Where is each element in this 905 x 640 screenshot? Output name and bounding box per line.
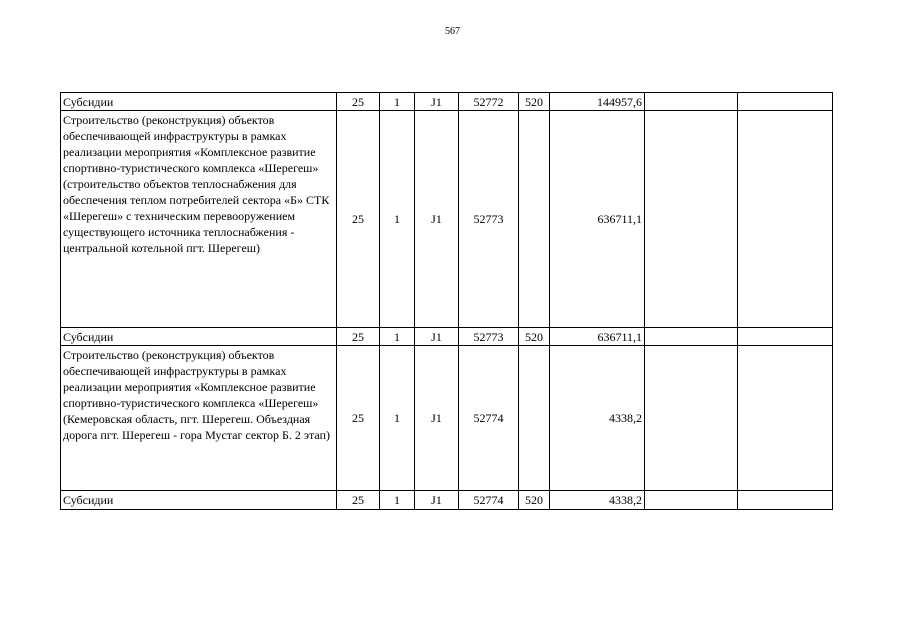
row-extra-1 (645, 346, 738, 491)
table-row (61, 93, 833, 111)
row-program-code: J1 (415, 93, 459, 111)
row-extra-1 (645, 111, 738, 328)
row-expense-type: 520 (519, 328, 550, 346)
table-row (61, 328, 833, 346)
row-subsection: 1 (380, 491, 415, 510)
row-amount: 144957,6 (550, 93, 645, 111)
row-program-code: J1 (415, 346, 459, 491)
row-extra-2 (738, 111, 833, 328)
row-expense-type (519, 346, 550, 491)
row-section: 25 (337, 93, 380, 111)
row-extra-1 (645, 328, 738, 346)
row-extra-2 (738, 491, 833, 510)
row-section: 25 (337, 111, 380, 328)
row-direction-code: 52772 (459, 93, 519, 111)
row-program-code: J1 (415, 328, 459, 346)
row-name: Субсидии (61, 328, 337, 346)
row-name: Строительство (реконструкция) объектов обеспечивающей инфраструктуры в рамках реализации мероприятия «Комплексное развитие спортивно-туристического комплекса «Шерегеш» (строительство объектов теплоснабжения для обеспечения теплом потребителей сектора «Б» СТК «Шерегеш» с техническим перевооружением существующего источника теплоснабжения - центральной котельной пгт. Шерегеш) (61, 111, 337, 328)
row-extra-2 (738, 346, 833, 491)
row-name: Строительство (реконструкция) объектов обеспечивающей инфраструктуры в рамках реализации мероприятия «Комплексное развитие спортивно-туристического комплекса «Шерегеш» (Кемеровская область, пгт. Шерегеш. Объездная дорога пгт. Шерегеш - гора Мустаг сектор Б. 2 этап) (61, 346, 337, 491)
row-subsection: 1 (380, 328, 415, 346)
row-expense-type (519, 111, 550, 328)
row-subsection: 1 (380, 93, 415, 111)
page-number: 567 (445, 26, 460, 37)
row-section: 25 (337, 491, 380, 510)
row-section: 25 (337, 346, 380, 491)
row-subsection: 1 (380, 346, 415, 491)
row-section: 25 (337, 328, 380, 346)
row-extra-1 (645, 93, 738, 111)
row-extra-2 (738, 93, 833, 111)
row-program-code: J1 (415, 111, 459, 328)
row-amount: 4338,2 (550, 491, 645, 510)
row-expense-type: 520 (519, 93, 550, 111)
table-row (61, 111, 833, 328)
row-amount: 4338,2 (550, 346, 645, 491)
row-amount: 636711,1 (550, 111, 645, 328)
row-direction-code: 52773 (459, 328, 519, 346)
row-amount: 636711,1 (550, 328, 645, 346)
table-row (61, 346, 833, 491)
budget-table (60, 92, 833, 510)
row-direction-code: 52774 (459, 346, 519, 491)
row-name: Субсидии (61, 93, 337, 111)
row-name: Субсидии (61, 491, 337, 510)
row-program-code: J1 (415, 491, 459, 510)
row-subsection: 1 (380, 111, 415, 328)
row-extra-1 (645, 491, 738, 510)
row-extra-2 (738, 328, 833, 346)
row-direction-code: 52773 (459, 111, 519, 328)
row-expense-type: 520 (519, 491, 550, 510)
row-direction-code: 52774 (459, 491, 519, 510)
table-row (61, 491, 833, 510)
